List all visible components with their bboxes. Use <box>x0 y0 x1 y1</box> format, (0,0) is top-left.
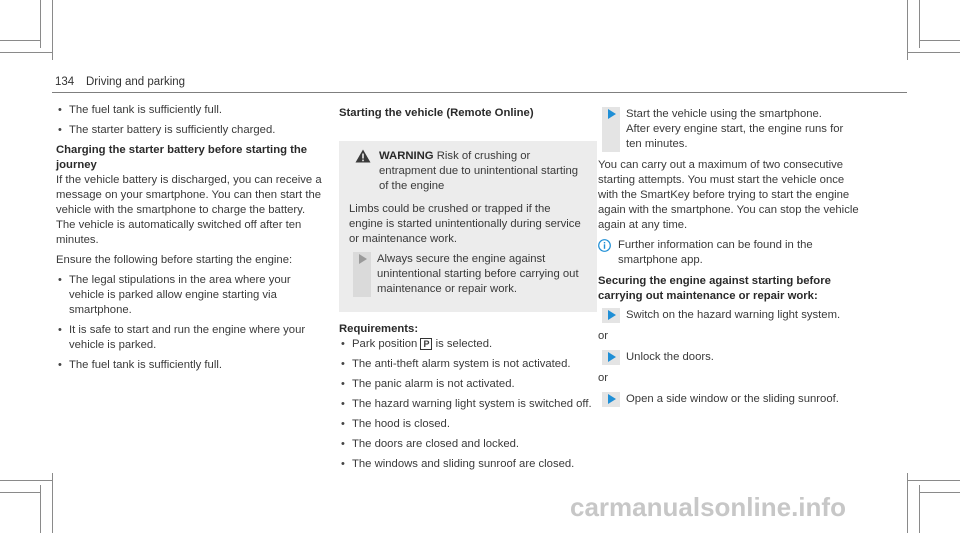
requirement-text: is selected. <box>432 338 493 350</box>
crop-mark <box>0 52 52 53</box>
instruction-step <box>598 107 860 152</box>
crop-mark <box>40 0 41 48</box>
info-note <box>598 238 860 268</box>
instruction-step <box>598 308 860 323</box>
or-separator: or <box>598 372 609 384</box>
watermark-logo: carmanualsonline.info <box>570 492 846 522</box>
or-separator: or <box>598 330 609 342</box>
crop-mark <box>52 0 53 60</box>
warning-label: WARNING <box>379 150 434 162</box>
paragraph: You can carry out a maximum of two consecutive starting attempts. You must start the vehicle once with the SmartKey before trying to start the engine again with the smartphone. You can stop the vehicle again at any time. <box>598 159 859 231</box>
warning-body: Limbs could be crushed or trapped if the engine is started unintentionally during service or maintenance work. <box>349 203 581 245</box>
warning-step <box>349 252 587 297</box>
crop-mark <box>0 40 40 41</box>
step-arrow-icon <box>608 109 616 119</box>
step-arrow-icon <box>608 310 616 320</box>
requirement-text: Park position <box>352 338 421 350</box>
warning-triangle-icon <box>355 149 371 163</box>
list-item: • The doors are closed and locked. <box>339 437 597 452</box>
crop-mark <box>908 52 960 53</box>
crop-mark <box>52 473 53 533</box>
warning-step-text: Always secure the engine against unintentional starting before carrying out maintenance or repair work. <box>377 253 579 295</box>
crop-mark <box>908 480 960 481</box>
list-item: • The fuel tank is sufficiently full. <box>56 103 322 118</box>
step-arrow-icon <box>359 254 367 264</box>
step-text: Unlock the doors. <box>626 351 714 363</box>
step-detail: After every engine start, the engine runs for ten minutes. <box>626 123 844 150</box>
section-heading: Starting the vehicle (Remote Online) <box>339 107 534 119</box>
bullet-list <box>56 273 322 373</box>
crop-mark <box>920 492 960 493</box>
crop-mark <box>40 485 41 533</box>
list-item <box>339 337 597 352</box>
requirements-list <box>339 337 597 472</box>
section-heading: Charging the starter battery before starting the journey <box>56 144 308 171</box>
instruction-step <box>598 350 860 365</box>
note-text: Further information can be found in the smartphone app. <box>618 239 813 266</box>
step-arrow-icon <box>608 352 616 362</box>
step-text: Open a side window or the sliding sunroof. <box>626 393 839 405</box>
bullet-list <box>56 103 322 138</box>
column-left <box>56 103 322 378</box>
park-position-key: P <box>420 338 432 350</box>
crop-mark <box>0 480 52 481</box>
instruction-step <box>598 392 860 407</box>
warning-title-text: Risk of crushing or entrapment due to unintentional starting of the engine <box>379 150 579 192</box>
list-item: • The panic alarm is not activated. <box>339 377 597 392</box>
page-number: 134 <box>55 76 75 88</box>
section-title: Driving and parking <box>86 76 186 88</box>
list-item: • The fuel tank is sufficiently full. <box>56 358 322 373</box>
column-right <box>598 103 860 413</box>
step-text: Switch on the hazard warning light system. <box>626 309 841 321</box>
crop-mark <box>0 492 40 493</box>
step-arrow-icon <box>608 394 616 404</box>
list-item: • The legal stipulations in the area where your vehicle is parked allow engine starting via smartphone. <box>56 273 322 318</box>
crop-mark <box>907 0 908 60</box>
list-item: • The anti-theft alarm system is not activated. <box>339 357 597 372</box>
column-middle <box>339 103 597 477</box>
warning-title <box>349 149 587 194</box>
list-item: • The hood is closed. <box>339 417 597 432</box>
page-header <box>52 74 907 93</box>
crop-mark <box>920 40 960 41</box>
list-item: • The hazard warning light system is switched off. <box>339 397 597 412</box>
section-heading: Securing the engine against starting before carrying out maintenance or repair work: <box>598 275 831 302</box>
paragraph: Ensure the following before starting the engine: <box>56 254 293 266</box>
info-icon <box>598 239 611 252</box>
warning-box <box>339 141 597 312</box>
list-item: • The starter battery is sufficiently charged. <box>56 123 322 138</box>
requirements-heading: Requirements: <box>339 323 419 335</box>
list-item: • The windows and sliding sunroof are closed. <box>339 457 597 472</box>
crop-mark <box>907 473 908 533</box>
list-item: • It is safe to start and run the engine where your vehicle is parked. <box>56 323 322 353</box>
step-text: Start the vehicle using the smartphone. <box>626 108 822 120</box>
paragraph: If the vehicle battery is discharged, you can receive a message on your smartphone. You can then start the vehicle with the smartphone to charge the battery. The vehicle is automatically switched off after ten minutes. <box>56 174 322 246</box>
